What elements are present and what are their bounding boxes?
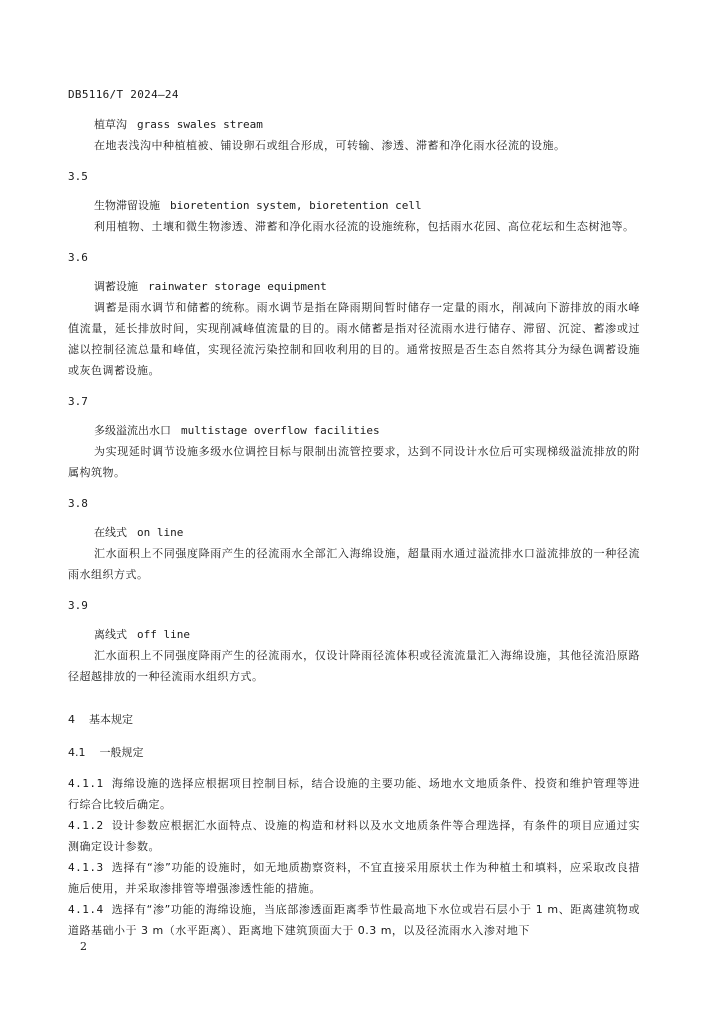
term-number: 3.9 <box>68 599 88 612</box>
term-definition: 利用植物、土壤和微生物渗透、滞蓄和净化雨水径流的设施统称，包括雨水花园、高位花坛和生态树池等。 <box>94 220 635 233</box>
clause-4-1-3 <box>68 857 640 899</box>
chapter-number: 4 <box>68 713 75 726</box>
term-title <box>68 114 640 135</box>
page-number: 2 <box>80 940 87 953</box>
clause-4-1-4 <box>68 899 640 941</box>
term-grass-swales <box>68 114 640 156</box>
chapter-heading <box>68 709 640 730</box>
term-title-en: bioretention system, bioretention cell <box>170 199 422 212</box>
term-definition: 为实现延时调节设施多级水位调控目标与限制出流管控要求，达到不同设计水位后可实现梯级溢流排放的附属构筑物。 <box>68 445 640 479</box>
term-title-cn: 植草沟 <box>94 118 127 131</box>
term-definition: 在地表浅沟中种植植被、铺设卵石或组合形成，可转输、渗透、滞蓄和净化雨水径流的设施。 <box>94 139 566 152</box>
term-title-en: multistage overflow facilities <box>181 424 380 437</box>
section-number: 4.1 <box>68 746 86 759</box>
term-3-5 <box>68 166 640 237</box>
clause-number: 4.1.1 <box>68 777 104 790</box>
term-title <box>68 195 640 216</box>
term-title-cn: 在线式 <box>94 526 127 539</box>
clause-4-1-2 <box>68 815 640 857</box>
term-definition: 汇水面积上不同强度降雨产生的径流雨水，仅设计降雨径流体积或径流流量汇入海绵设施，其他径流沿原路径超越排放的一种径流雨水组织方式。 <box>68 649 640 683</box>
section-title: 一般规定 <box>99 746 144 759</box>
term-title-cn: 调蓄设施 <box>94 280 138 293</box>
term-title-en: on line <box>137 526 184 539</box>
term-title-en: off line <box>137 628 190 641</box>
term-title <box>68 624 640 645</box>
term-number: 3.5 <box>68 170 88 183</box>
term-title <box>68 276 640 297</box>
term-title <box>68 420 640 441</box>
clause-number: 4.1.2 <box>68 819 104 832</box>
term-title <box>68 522 640 543</box>
term-title-cn: 生物滞留设施 <box>94 199 160 212</box>
term-title-cn: 多级溢流出水口 <box>94 424 171 437</box>
document-body <box>68 114 640 941</box>
term-title-cn: 离线式 <box>94 628 127 641</box>
clause-number: 4.1.3 <box>68 861 104 874</box>
clause-text: 设计参数应根据汇水面特点、设施的构造和材料以及水文地质条件等合理选择，有条件的项目应通过实测确定设计参数。 <box>68 819 640 853</box>
clause-text: 海绵设施的选择应根据项目控制目标，结合设施的主要功能、场地水文地质条件、投资和维护管理等进行综合比较后确定。 <box>68 777 640 811</box>
term-definition: 汇水面积上不同强度降雨产生的径流雨水全部汇入海绵设施，超量雨水通过溢流排水口溢流排放的一种径流雨水组织方式。 <box>68 547 640 581</box>
term-3-6 <box>68 247 640 381</box>
term-title-en: rainwater storage equipment <box>148 280 327 293</box>
clause-number: 4.1.4 <box>68 903 104 916</box>
term-definition: 调蓄是雨水调节和储蓄的统称。雨水调节是指在降雨期间暂时储存一定量的雨水，削减向下游排放的雨水峰值流量，延长排放时间，实现削减峰值流量的目的。雨水储蓄是指对径流雨水进行储存、滞留、沉淀、蓄渗或过滤以控制径流总量和峰值，实现径流污染控制和回收利用的目的。通常按照是否生态自然将其分为绿色调蓄设施或灰色调蓄设施。 <box>68 301 640 377</box>
chapter-title: 基本规定 <box>89 713 133 726</box>
clause-text: 选择有“渗”功能的海绵设施，当底部渗透面距离季节性最高地下水位或岩石层小于 1 m、距离建筑物或道路基础小于 3 m（水平距离）、距离地下建筑顶面大于 0.3 m，以及径流雨水入渗对地下 <box>68 903 640 937</box>
term-3-8 <box>68 493 640 585</box>
document-code-header: DB5116/T 2024—24 <box>68 88 179 101</box>
term-number: 3.7 <box>68 395 88 408</box>
term-number: 3.8 <box>68 497 88 510</box>
section-heading <box>68 742 640 763</box>
term-title-en: grass swales stream <box>137 118 263 131</box>
clause-text: 选择有“渗”功能的设施时，如无地质勘察资料，不宜直接采用原状土作为种植土和填料，应采取改良措施后使用，并采取渗排管等增强渗透性能的措施。 <box>68 861 640 895</box>
term-3-9 <box>68 595 640 687</box>
term-number: 3.6 <box>68 251 88 264</box>
term-3-7 <box>68 391 640 483</box>
clause-4-1-1 <box>68 773 640 815</box>
